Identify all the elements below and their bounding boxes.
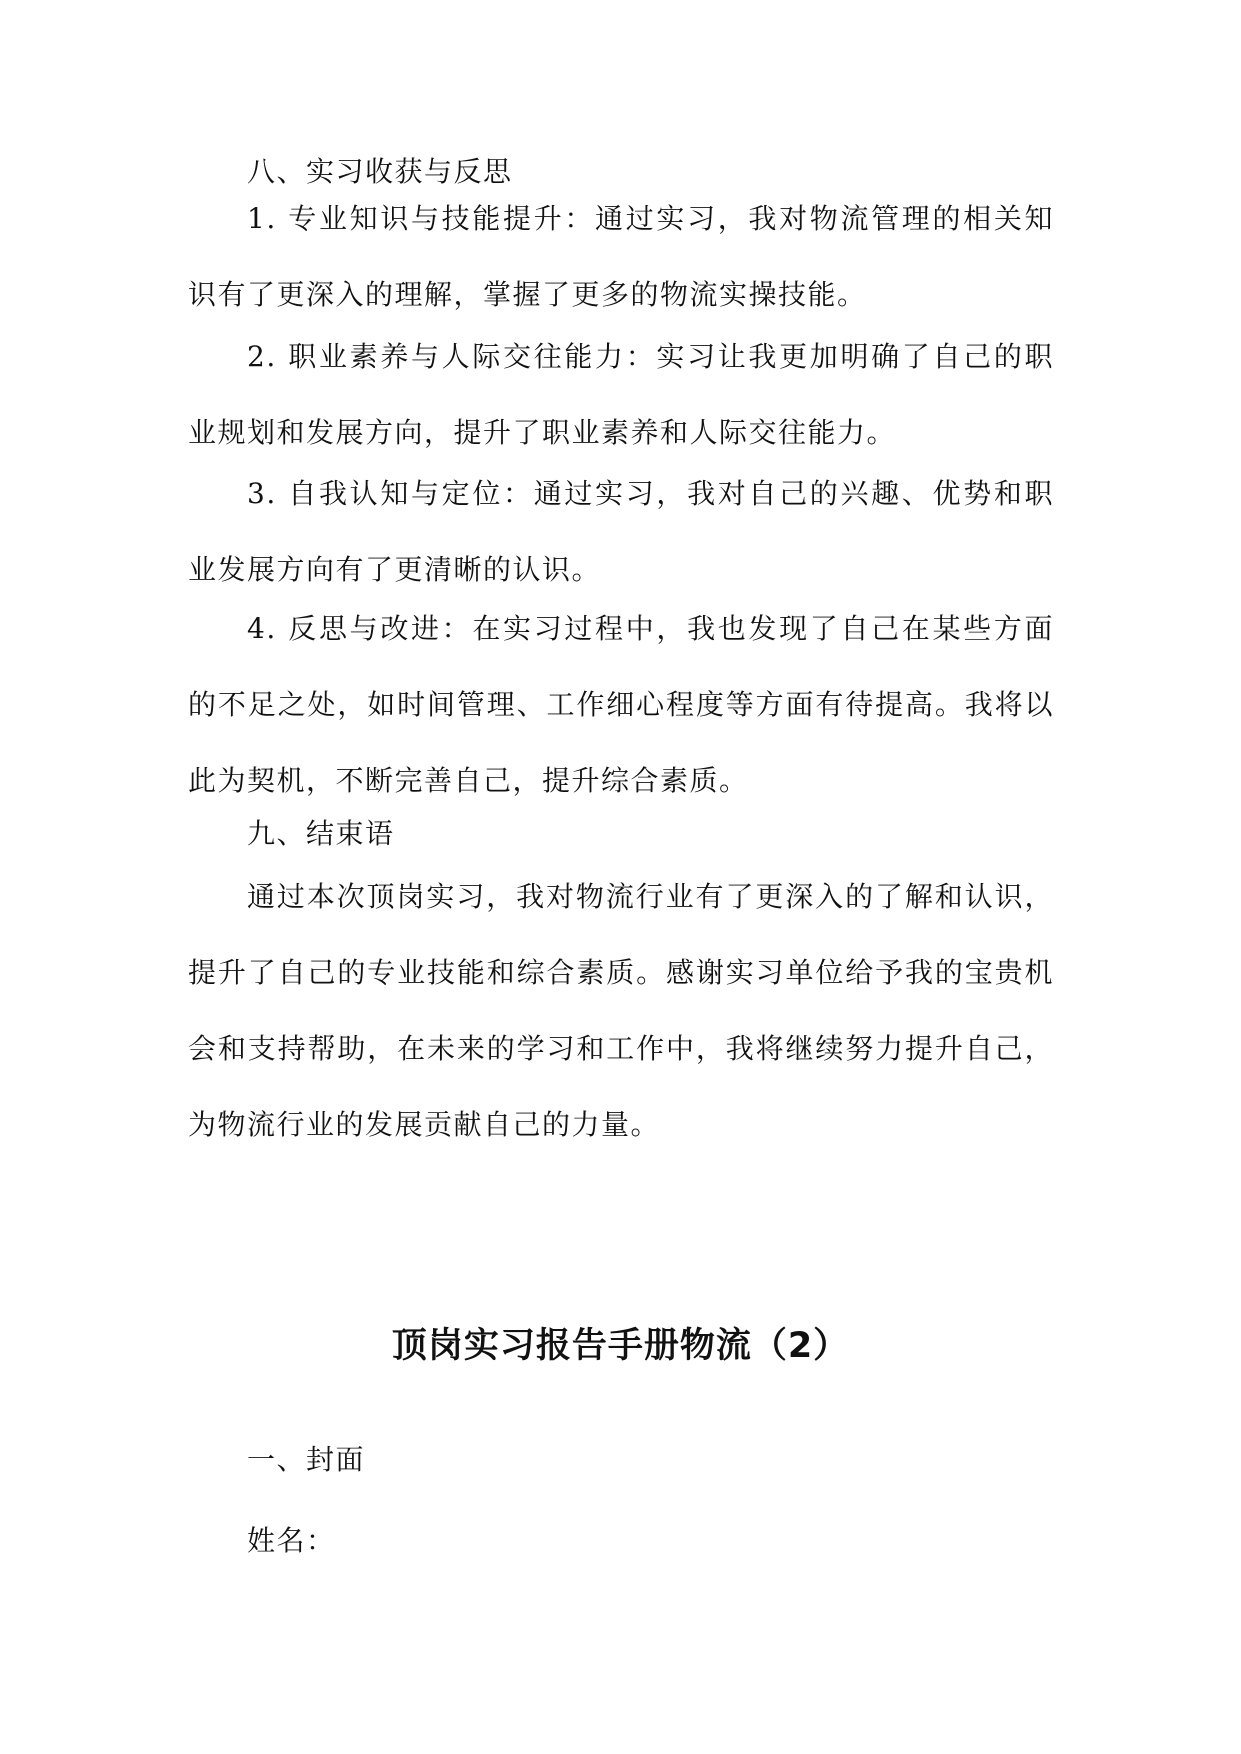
section-8-heading: 八、实习收获与反思: [247, 155, 513, 188]
section-9-paragraph: 通过本次顶岗实习，我对物流行业有了更深入的了解和认识，提升了自己的专业技能和综合素质。感谢实习单位给予我的宝贵机会和支持帮助，在未来的学习和工作中，我将继续努力提升自己，为物流行业的发展贡献自己的力量。: [188, 880, 1054, 1141]
section-8-item-2: 2. 职业素养与人际交往能力：实习让我更加明确了自己的职业规划和发展方向，提升了职业素养和人际交往能力。: [188, 340, 1054, 449]
name-field-label: 姓名：: [247, 1524, 336, 1557]
section-8-item-3: 3. 自我认知与定位：通过实习，我对自己的兴趣、优势和职业发展方向有了更清晰的认识。: [188, 477, 1054, 586]
section-8-item-1: 1. 专业知识与技能提升：通过实习，我对物流管理的相关知识有了更深入的理解，掌握了更多的物流实操技能。: [188, 202, 1054, 311]
section-8-item-4: 4. 反思与改进：在实习过程中，我也发现了自己在某些方面的不足之处，如时间管理、工作细心程度等方面有待提高。我将以此为契机，不断完善自己，提升综合素质。: [188, 612, 1054, 797]
document-title: 顶岗实习报告手册物流（2）: [391, 1326, 850, 1366]
cover-section-heading: 一、封面: [247, 1443, 366, 1476]
section-9-heading: 九、结束语: [247, 817, 395, 850]
